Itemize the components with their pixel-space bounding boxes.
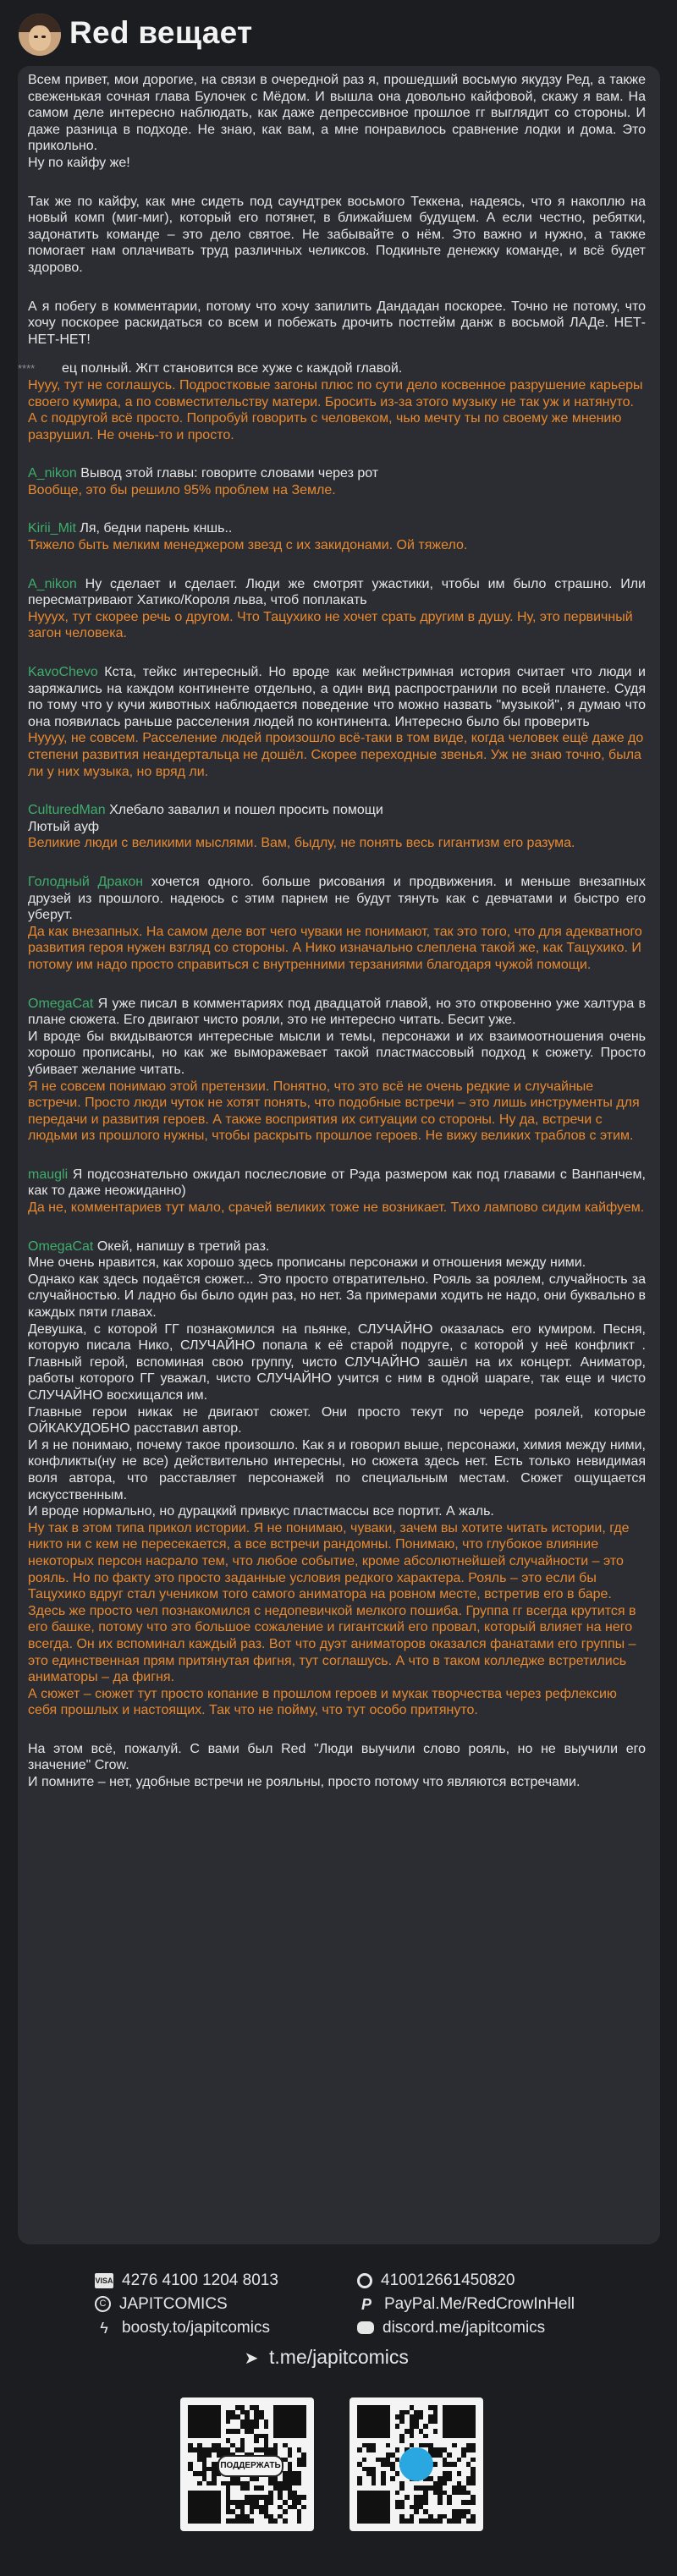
channel-header bbox=[0, 0, 677, 66]
comment-text: OmegaCat Я уже писал в комментариях под двадцатой главой, но это откровенно уже халтура в плане сюжета. Его двигают чисто рояли, это не интересно читать. Бесит уже. bbox=[28, 996, 646, 1028]
comment-author: OmegaCat bbox=[28, 996, 94, 1011]
post-outro-2: И помните – нет, удобные встречи не рояльны, просто потому что являются встречами. bbox=[28, 1775, 581, 1790]
comment-author: A_nikon bbox=[28, 466, 77, 481]
telegram-qr-code[interactable] bbox=[350, 2397, 483, 2531]
comment-text: A_nikon Вывод этой главы: говорите словами через рот bbox=[28, 466, 379, 481]
japit-row: C JAPITCOMICS bbox=[95, 2294, 228, 2315]
comment-line: Главные герои никак не двигают сюжет. Они просто текут по череде роялей, которые ОЙКАКУДОБНО расставил автор. bbox=[28, 1404, 646, 1436]
telegram-icon bbox=[399, 2447, 433, 2481]
comment-line: Однако как здесь подаётся сюжет... Это просто отвратительно. Рояль за роялем, случайность за случайностью. И ладно бы было один раз, но нет. За примерами ходить не надо, они буквально в каждых пяти главах. bbox=[28, 1272, 646, 1321]
boosty-link[interactable]: ϟ boosty.to/japitcomics bbox=[95, 2318, 270, 2338]
paypal-icon: P bbox=[361, 2295, 372, 2313]
donate-badge: ПОДДЕРЖАТЬ bbox=[217, 2455, 283, 2477]
comment-reply: Нуууу, не совсем. Расселение людей произошло всё-таки в том виде, когда человек ещё даже до степени развития неандертальца не дошёл. Скорее переходные звенья. Уж не знаю точно, была ли у них музыка, но вряд ли. bbox=[28, 731, 644, 779]
telegram-link[interactable]: ➤ t.me/japitcomics bbox=[242, 2345, 409, 2369]
paypal-link[interactable]: P PayPal.Me/RedCrowInHell bbox=[357, 2294, 575, 2315]
comment-author: KavoChevo bbox=[28, 665, 98, 680]
comment-text-2: Лютый ауф bbox=[28, 819, 100, 834]
comment-reply: Да как внезапных. На самом деле вот чего чуваки не понимают, так это того, что для адекватного развития героя нужен взгляд со стороны. А Нико изначально слеплена такой же, как Тацухико. И потому им надо просто справиться с внутренними терзаниями благодаря чужой помощи. bbox=[28, 924, 642, 972]
yoomoney-icon bbox=[357, 2273, 372, 2288]
visa-row: VISA 4276 4100 1204 8013 bbox=[95, 2271, 278, 2289]
comment-line: Мне очень нравится, как хорошо здесь прописаны персонажи и отношения между ними. bbox=[28, 1255, 586, 1271]
post-intro-4: А я побегу в комментарии, потому что хочу запилить Дандадан поскорее. Точно не потому, что хочу поскорее раскидаться со всем и побежать дрочить постгейм данж в восьмой ЛАДе. НЕТ-НЕТ-НЕТ! bbox=[28, 299, 646, 347]
avatar[interactable] bbox=[19, 14, 61, 56]
post-intro-3: Так же по кайфу, как мне сидеть под саундтрек восьмого Теккена, надеясь, что я накоплю на новый комп (миг-миг), который его потянет, в ближайшем будущем. А если честно, ребятки, задонатить команде – это дело святое. Не забывайте о нём. Это важно и нужно, а также помогает нам оплачивать труд различных челиксов. Подкиньте денежку команде, и всё будет здорово. bbox=[28, 194, 646, 275]
comment-line: И я не понимаю, почему такое произошло. Как я и говорил выше, персонажи, химия между ними, конфликты(ну не все) действительно интересны, но сюжета здесь нет. Есть только невидимая воля автора, что расставляет персонажей по специальным местам. Сюжет ощущается искусственным. bbox=[28, 1437, 646, 1502]
post-intro-2: Ну по кайфу же! bbox=[28, 155, 130, 170]
telegram-icon: ➤ bbox=[244, 2348, 259, 2368]
comment-author: CulturedMan bbox=[28, 803, 106, 818]
comment-reply: Нууух, тут скорее речь о другом. Что Тацухико не хочет срать другим в душу. Ну, это первичный загон человека. bbox=[28, 609, 633, 641]
comment-text: maugli Я подсознательно ожидал послесловие от Рэда размером как под главами с Ванпанчем, как то даже неожиданно) bbox=[28, 1167, 646, 1199]
comment-reply: Я не совсем понимаю этой претензии. Понятно, что это всё не очень редкие и случайные встречи. Просто люди чуток не хотят понять, что подобные встречи – это лишь инструменты для передачи и развития героев. А также восприятия их ситуации со стороны. Ну да, встречи с людьми из прошлого нужны, чтобы раскрыть прошлое героев. Не вижу великих траблов с этим. bbox=[28, 1079, 640, 1144]
comment-reply-2: А сюжет – сюжет тут просто копание в прошлом героев и мукак творчества через рефлексию себя прошлых и настоящих. Так что не пойму, что тут особо притянуто. bbox=[28, 1686, 617, 1718]
boosty-icon: ϟ bbox=[100, 2319, 108, 2337]
comment-author: Голодный Дракон bbox=[28, 874, 144, 889]
post-intro-1: Всем привет, мои дорогие, на связи в очередной раз я, прошедший восьмую якудзу Ред, а также свеженькая сочная глава Булочек с Мёдом. И вышла она довольно кайфовой, скажу я вам. На самом деле интересно наблюдать, как даже депрессивное прошлое гг выглядит со стороны. И даже разница в подходе. Не знаю, как вам, а мне понравилось сравнение лодки и дома. Это прикольно. bbox=[28, 73, 646, 154]
comment-author: maugli bbox=[28, 1167, 69, 1182]
discord-icon bbox=[357, 2321, 374, 2334]
comment-reply: Да не, комментариев тут мало, срачей великих тоже не возникает. Тихо лампово сидим кайфуем. bbox=[28, 1200, 645, 1216]
copyright-icon: C bbox=[95, 2296, 111, 2312]
support-footer bbox=[0, 2250, 677, 2576]
post-outro-1: На этом всё, пожалуй. С вами был Red "Люди выучили слово рояль, но не выучили его значение" Crow. bbox=[28, 1741, 646, 1773]
comment-text: **** ец полный. Жгт становится все хуже с каждой главой. bbox=[18, 361, 403, 376]
comment-text: Kirii_Mit Ля, бедни парень кншь.. bbox=[28, 521, 233, 536]
comment-author: **** bbox=[18, 362, 36, 376]
comment-reply: Тяжело быть мелким менеджером звезд с их закидонами. Ой тяжело. bbox=[28, 538, 468, 553]
visa-card-icon: VISA bbox=[95, 2273, 113, 2288]
donate-qr-code[interactable] bbox=[180, 2397, 314, 2531]
comment-reply: Великие люди с великими мыслями. Вам, быдлу, не понять весь гигантизм его разума. bbox=[28, 836, 575, 851]
post-content bbox=[18, 72, 646, 1791]
comment-text-2: И вроде бы вкидываются интересные мысли и темы, персонажи и их взаимоотношения очень хорошо прописаны, но как же выморажевает такой пластмассовый подход к сюжету. Просто убивает желание читать. bbox=[28, 1029, 646, 1077]
comment-author: Kirii_Mit bbox=[28, 521, 76, 536]
yoomoney-row: 410012661450820 bbox=[357, 2271, 515, 2291]
comment-reply: Нууу, тут не соглашусь. Подростковые загоны плюс по сути дело косвенное разрушение карьеры своего кумира, а по совместительству матери. Бросить из-за этого музыку не так уж и натянуто. А с подругой всё просто. Попробуй говорить с человеком, чью мечту ты по своему же мнению разрушил. Не очень-то и просто. bbox=[28, 377, 643, 442]
comment-line: Девушка, с которой ГГ познакомился на пьянке, СЛУЧАЙНО оказалась его кумиром. Песня, которую писала Нико, СЛУЧАЙНО попала к её старой подруге, с которой у неё конфликт . Главный герой, вспоминая свою группу, чисто СЛУЧАЙНО зашёл на их концерт. Аниматор, работы которого ГГ уважал, чисто СЛУЧАЙНО учится с ним в одной шараге, так еще и чисто СЛУЧАЙНО восхищался им. bbox=[28, 1321, 646, 1403]
comment-text: A_nikon Ну сделает и сделает. Люди же смотрят ужастики, чтобы им было страшно. Или пересматривают Хатико/Короля льва, чтоб поплакать bbox=[28, 576, 646, 608]
comment-author: OmegaCat bbox=[28, 1239, 94, 1254]
comment-reply: Ну так в этом типа прикол истории. Я не понимаю, чуваки, зачем вы хотите читать истории, где никто ни с кем не пересекается, а все встречи рандомны. Понимаю, что глубокое влияние некоторых персон насрало тем, что любое событие, кроме абсолютнейшей случайности – это рояль. Но по факту это просто заданные условия редкого характера. Рояль – это если бы Тацухико вдруг стал учеником того самого аниматора на ровном месте, встретив его в баре. Здесь же просто чел познакомился с недопевичкой мелкого пошиба. Группа гг всегда крутится в его башке, потому что это большое сожаление и гигантский его провал, который влияет на него всегда. Он их вспоминал каждый раз. Вот что дуэт аниматоров оказался фанатами его группы – это единственная прям притянутая фигня, тут соглашусь. А что в таком колледже встретились аниматоры – да фигня. bbox=[28, 1520, 636, 1685]
channel-title: Red вещает bbox=[69, 15, 253, 50]
comment-text: OmegaCat Окей, напишу в третий раз. bbox=[28, 1239, 270, 1254]
comment-reply: Вообще, это бы решило 95% проблем на Земле. bbox=[28, 482, 336, 497]
comment-author: A_nikon bbox=[28, 576, 77, 591]
comment-text: Голодный Дракон хочется одного. больше рисования и продвижения. и меньше внезапных друзей из прошлого. надеюсь с этим парнем не будут тянуть как с девчатами и быстро его уберут. bbox=[28, 874, 646, 923]
comment-line: И вроде нормально, но дурацкий привкус пластмассы все портит. А жаль. bbox=[28, 1504, 494, 1519]
discord-link[interactable]: discord.me/japitcomics bbox=[357, 2318, 545, 2338]
comment-text: KavoChevo Кста, тейкс интересный. Но вроде как мейнстримная история считает что люди и заряжались на каждом континенте отдельно, а один вид распространили по всей планете. Судя по тому что у кучи животных наблюдается поведение что можно назвать "музыкой", я думаю что она появилась раньше расселения людей по континента. Интересно было бы проверить bbox=[28, 665, 646, 729]
comment-text: CulturedMan Хлебало завалил и пошел просить помощи bbox=[28, 803, 383, 818]
